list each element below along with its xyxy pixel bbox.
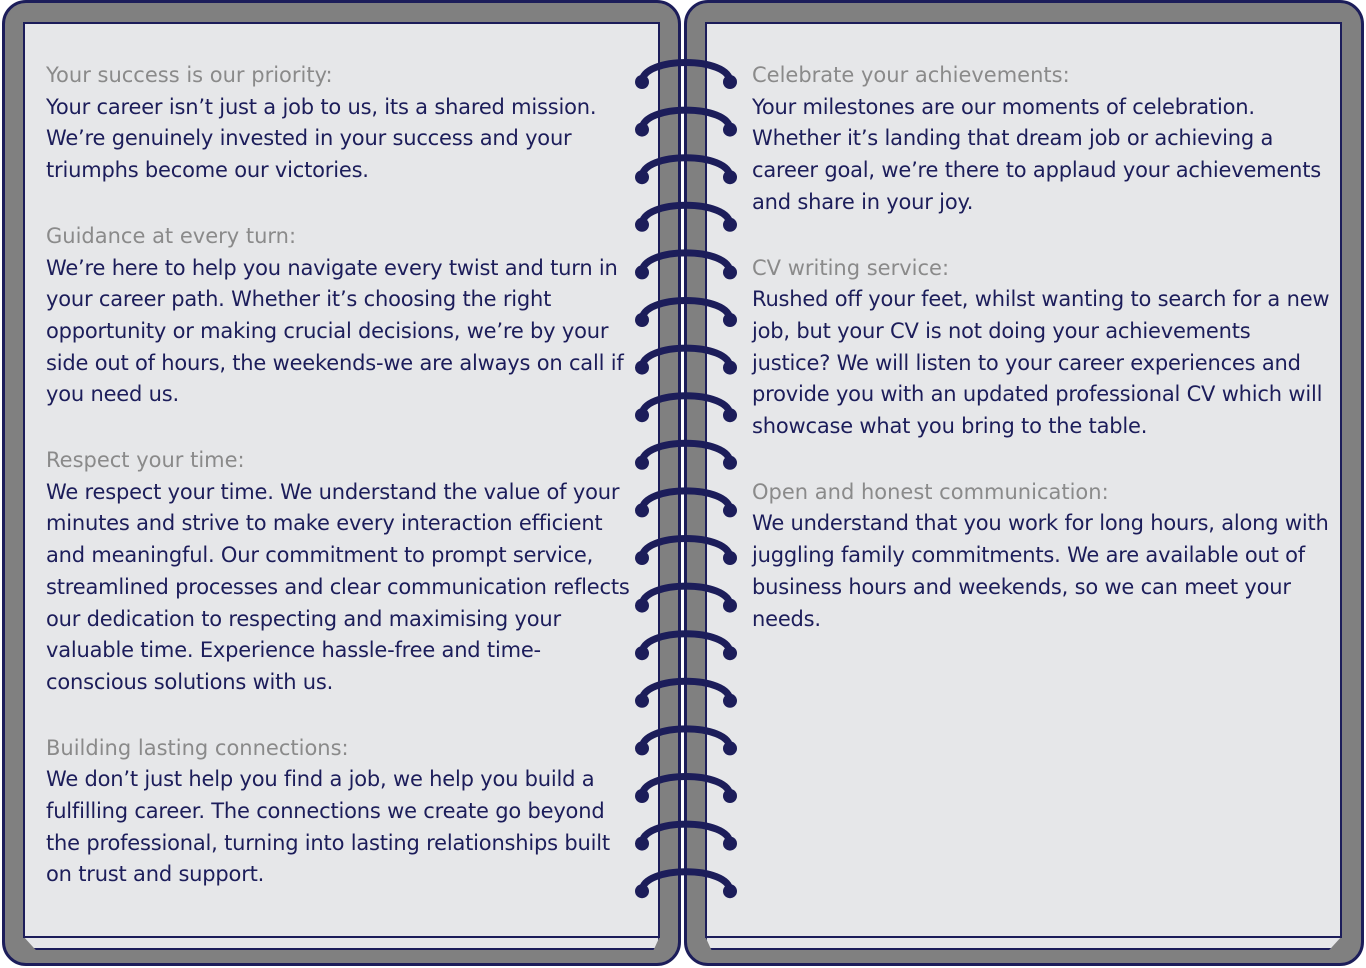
section-respect-time (46, 445, 636, 699)
section-celebrate (752, 60, 1332, 219)
section-body: We understand that you work for long hours, along with juggling family commitments. We are available out of business hours and weekends, so we can meet your needs. (752, 511, 1329, 631)
spiral-ring (635, 253, 737, 280)
left-page-content (46, 60, 636, 925)
left-page-edge (23, 936, 660, 950)
section-communication (752, 477, 1332, 636)
spiral-ring (635, 205, 737, 232)
section-connections (46, 733, 636, 892)
spiral-binding (630, 40, 742, 920)
section-body: We don’t just help you find a job, we help you build a fulfilling career. The connections we create go beyond the professional, turning into lasting relationships built on trust and support. (46, 767, 610, 887)
spiral-ring (635, 777, 737, 804)
spiral-ring (635, 158, 737, 185)
spiral-ring (635, 301, 737, 328)
section-body: Your career isn’t just a job to us, its a shared mission. We’re genuinely invested in your success and your triumphs become our victories. (46, 94, 597, 183)
section-cv-writing (752, 253, 1332, 443)
section-body: We respect your time. We understand the value of your minutes and strive to make every interaction efficient and meaningful. Our commitment to prompt service, streamlined processes and clear communication reflects our dedication to respecting and maximising your valuable time. Experience hassle-free and time-conscious solutions with us. (46, 479, 630, 694)
section-success-priority (46, 60, 636, 187)
spiral-ring (635, 681, 737, 708)
section-body: Your milestones are our moments of celebration. Whether it’s landing that dream job or achieving a career goal, we’re there to applaud your achievements and share in your joy. (752, 94, 1322, 214)
spiral-ring (635, 634, 737, 661)
right-page-content (752, 60, 1332, 669)
spiral-ring (635, 443, 737, 470)
spiral-ring (635, 872, 737, 899)
section-body: We’re here to help you navigate every twist and turn in your career path. Whether it’s choosing the right opportunity or making crucial decisions, we’re by your side out of hours, the weekends-we are always on call if you need us. (46, 255, 624, 407)
section-body: Rushed off your feet, whilst wanting to search for a new job, but your CV is not doing your achievements justice? We will listen to your career experiences and provide you with an updated professional CV which will showcase what you bring to the table. (752, 287, 1330, 439)
section-heading: Celebrate your achievements: (752, 63, 1070, 87)
spiral-ring (635, 63, 737, 90)
spiral-ring (635, 824, 737, 851)
section-heading: Respect your time: (46, 448, 245, 473)
section-heading: Building lasting connections: (46, 735, 349, 760)
spiral-ring (635, 586, 737, 613)
spiral-ring (635, 539, 737, 566)
spiral-ring (635, 491, 737, 518)
spiral-ring (635, 110, 737, 137)
spiral-ring (635, 348, 737, 375)
spiral-ring (635, 729, 737, 756)
section-heading: Guidance at every turn: (46, 223, 297, 248)
right-page-edge (705, 936, 1342, 950)
section-heading: Your success is our priority: (46, 63, 333, 87)
spiral-ring (635, 396, 737, 423)
section-heading: Open and honest communication: (752, 479, 1109, 504)
section-heading: CV writing service: (752, 255, 950, 280)
section-guidance (46, 221, 636, 411)
